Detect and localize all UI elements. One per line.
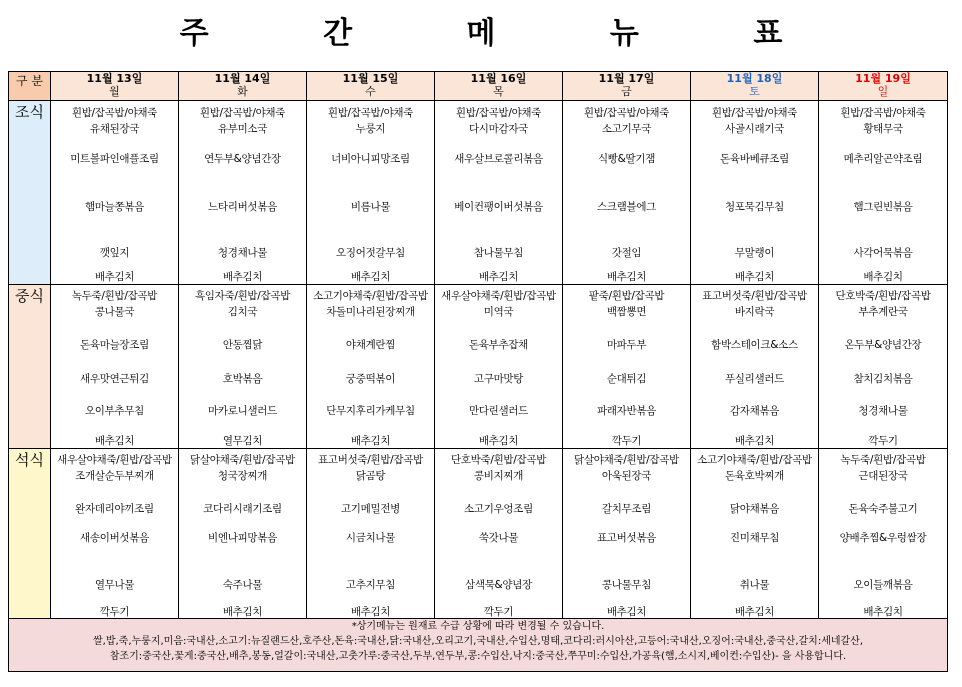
menu-item: 쑥갓나물 — [478, 532, 519, 544]
menu-item: 돈육숙주불고기 — [848, 503, 918, 515]
day-weekday: 목 — [493, 85, 504, 98]
menu-item: 소고기우엉조림 — [464, 503, 533, 515]
menu-item: 누룽지 — [355, 123, 386, 135]
meal-day-cell — [179, 101, 307, 285]
menu-item: 흰밥/잡곡밥/야채죽 — [455, 107, 542, 119]
menu-item: 배추김치 — [94, 271, 135, 283]
menu-item: 새우살브로콜리볶음 — [454, 153, 543, 165]
menu-item: 비엔나피망볶음 — [208, 532, 277, 544]
meal-day-cell — [307, 101, 435, 285]
menu-item: 유채된장국 — [89, 123, 140, 135]
menu-item: 함박스테이크&소스 — [711, 339, 798, 351]
menu-item: 배추김치 — [350, 435, 391, 447]
menu-item: 팥죽/흰밥/잡곡밥 — [588, 290, 665, 302]
day-date: 11월 14일 — [214, 72, 271, 85]
menu-item: 스크램블에그 — [596, 201, 657, 213]
menu-item: 아욱된장국 — [601, 470, 652, 482]
menu-item: 삼색묵&양념장 — [465, 579, 532, 591]
menu-item: 흰밥/잡곡밥/야채죽 — [840, 107, 926, 119]
menu-item: 배추김치 — [478, 435, 519, 447]
meal-day-cell — [691, 449, 819, 619]
menu-item: 소고기야채죽/흰밥/잡곡밥 — [313, 290, 428, 302]
menu-item: 배추김치 — [863, 606, 903, 618]
menu-item: 깻잎지 — [99, 247, 130, 259]
day-header — [307, 72, 435, 101]
menu-item: 흰밥/잡곡밥/야채죽 — [199, 107, 286, 119]
menu-item: 황태무국 — [863, 123, 903, 135]
menu-item: 열무김치 — [222, 435, 263, 447]
menu-item: 유부미소국 — [217, 123, 268, 135]
origin-notice — [9, 619, 948, 672]
menu-item: 청국장찌개 — [217, 470, 268, 482]
day-date: 11월 13일 — [86, 72, 143, 85]
menu-item: 코다리시래기조림 — [203, 503, 282, 515]
menu-item: 김치국 — [227, 306, 258, 318]
menu-item: 다시마감자국 — [468, 123, 529, 135]
meal-day-cell — [307, 449, 435, 619]
meal-day-cell — [435, 101, 563, 285]
meal-day-cell — [819, 449, 948, 619]
menu-item: 갈치무조림 — [601, 503, 652, 515]
menu-item: 새송이버섯볶음 — [80, 532, 149, 544]
day-date: 11월 15일 — [342, 72, 399, 85]
meal-day-cell — [563, 101, 691, 285]
day-date: 11월 16일 — [470, 72, 527, 85]
menu-item: 느타리버섯볶음 — [208, 201, 277, 213]
menu-item: 돈육바베큐조림 — [720, 153, 789, 165]
menu-item: 파래자반볶음 — [596, 405, 657, 417]
menu-item: 단호박죽/흰밥/잡곡밥 — [450, 454, 547, 466]
notice-line: 쌀,밥,죽,누룽지,미음:국내산,소고기:뉴질랜드산,호주산,돈육:국내산,닭:국내산,오리고기,국내산,수입산,명태,코다리:러시아산,고등어:국내산,오징어:국내산,중국산,갈치:세네갈산, — [92, 636, 864, 647]
menu-item: 청포묵김무침 — [724, 201, 785, 213]
menu-item: 오징어젓갈무침 — [336, 247, 405, 259]
menu-item: 콩나물국 — [94, 306, 135, 318]
menu-item: 배추김치 — [734, 271, 775, 283]
menu-item: 단무지후리가케무침 — [326, 405, 415, 417]
menu-item: 오이들깨볶음 — [853, 579, 913, 591]
meal-row — [9, 101, 948, 285]
menu-item: 고기메밀전병 — [340, 503, 401, 515]
menu-item: 깍두기 — [611, 435, 642, 447]
day-header — [691, 72, 819, 101]
menu-item: 소고기무국 — [601, 123, 652, 135]
meal-day-cell — [819, 285, 948, 449]
menu-item: 미트볼파인애플조림 — [70, 153, 159, 165]
day-weekday: 금 — [621, 85, 632, 98]
menu-item: 완자데리야끼조림 — [75, 503, 154, 515]
menu-item: 조개살순두부찌개 — [75, 470, 154, 482]
menu-item: 콩나물무침 — [601, 579, 652, 591]
notice-line: *상기메뉴는 원재료 수급 상황에 따라 변경될 수 있습니다. — [351, 621, 605, 632]
menu-item: 새우맛연근튀김 — [80, 373, 149, 385]
menu-item: 진미채무침 — [729, 532, 780, 544]
menu-item: 부추계란국 — [858, 306, 908, 318]
menu-item: 닭야채볶음 — [729, 503, 780, 515]
menu-item: 비름나물 — [350, 201, 391, 213]
menu-item: 새우살야채죽/흰밥/잡곡밥 — [441, 290, 556, 302]
menu-item: 흰밥/잡곡밥/야채죽 — [583, 107, 670, 119]
meal-day-cell — [435, 449, 563, 619]
menu-item: 표고버섯볶음 — [596, 532, 657, 544]
menu-item: 오이부추무침 — [84, 405, 145, 417]
day-header — [179, 72, 307, 101]
menu-item: 안동찜닭 — [222, 339, 263, 351]
menu-item: 배추김치 — [606, 606, 647, 618]
menu-item: 햄마늘쫑볶음 — [84, 201, 145, 213]
menu-item: 배추김치 — [350, 606, 391, 618]
meal-label: 중식 — [9, 285, 51, 449]
menu-item: 순대튀김 — [606, 373, 647, 385]
menu-item: 식빵&딸기잼 — [597, 153, 656, 165]
menu-item: 감자채볶음 — [729, 405, 780, 417]
menu-item: 깍두기 — [868, 435, 898, 447]
menu-item: 단호박죽/흰밥/잡곡밥 — [835, 290, 931, 302]
menu-item: 돈육호박찌개 — [724, 470, 785, 482]
day-header — [51, 72, 179, 101]
meal-day-cell — [51, 449, 179, 619]
menu-item: 햄그린빈볶음 — [853, 201, 913, 213]
menu-item: 흰밥/잡곡밥/야채죽 — [711, 107, 798, 119]
menu-item: 표고버섯죽/흰밥/잡곡밥 — [318, 454, 423, 466]
menu-item: 콩비지찌개 — [473, 470, 524, 482]
meal-day-cell — [563, 285, 691, 449]
menu-item: 시금치나물 — [345, 532, 396, 544]
menu-item: 갓절임 — [611, 247, 642, 259]
menu-item: 배추김치 — [222, 606, 263, 618]
menu-item: 표고버섯죽/흰밥/잡곡밥 — [702, 290, 807, 302]
meal-day-cell — [691, 285, 819, 449]
meal-day-cell — [51, 101, 179, 285]
menu-item: 돈육마늘장조림 — [80, 339, 149, 351]
menu-item: 소고기야채죽/흰밥/잡곡밥 — [697, 454, 812, 466]
menu-item: 야채계란찜 — [345, 339, 396, 351]
menu-item: 궁중떡볶이 — [345, 373, 396, 385]
menu-item: 메추리알곤약조림 — [843, 153, 923, 165]
menu-item: 흰밥/잡곡밥/야채죽 — [71, 107, 158, 119]
menu-item: 열무나물 — [94, 579, 135, 591]
menu-item: 바지락국 — [734, 306, 775, 318]
menu-item: 고구마맛탕 — [473, 373, 524, 385]
menu-item: 푸실리샐러드 — [724, 373, 785, 385]
menu-item: 사각어묵볶음 — [853, 247, 913, 259]
menu-item: 배추김치 — [734, 606, 775, 618]
menu-item: 배추김치 — [350, 271, 391, 283]
menu-item: 마카로니샐러드 — [208, 405, 277, 417]
day-weekday: 토 — [749, 85, 760, 98]
menu-item: 취나물 — [739, 579, 770, 591]
day-weekday: 화 — [237, 85, 248, 98]
weekly-menu-table — [8, 71, 948, 672]
menu-item: 배추김치 — [478, 271, 519, 283]
menu-item: 깍두기 — [483, 606, 514, 618]
menu-item: 숙주나물 — [222, 579, 263, 591]
menu-item: 돈육부추잡채 — [468, 339, 529, 351]
meal-day-cell — [179, 449, 307, 619]
day-date: 11월 18일 — [726, 72, 783, 85]
day-date: 11월 19일 — [855, 72, 911, 85]
menu-item: 청경채나물 — [217, 247, 268, 259]
menu-item: 양배추찜&우렁쌈장 — [839, 532, 927, 544]
menu-item: 새우살야채죽/흰밥/잡곡밥 — [57, 454, 172, 466]
menu-item: 연두부&양념간장 — [204, 153, 281, 165]
menu-item: 호박볶음 — [222, 373, 263, 385]
notice-line: 참조기:중국산,꽃게:중국산,배추,봉동,얼갈이:국내산,고춧가루:중국산,두부,연두부,콩:수입산,낙지:중국산,쭈꾸미:수입산,가공육(햄,소시지,베이컨:수입산)- 을 사용합니다. — [109, 651, 847, 662]
meal-row — [9, 285, 948, 449]
menu-item: 차돌미나리된장찌개 — [326, 306, 415, 318]
menu-item: 참나물무침 — [473, 247, 524, 259]
day-weekday: 월 — [109, 85, 120, 98]
menu-item: 배추김치 — [863, 271, 903, 283]
menu-item: 만다린샐러드 — [468, 405, 529, 417]
menu-item: 백짬뽕면 — [606, 306, 647, 318]
menu-item: 닭곰탕 — [355, 470, 386, 482]
meal-day-cell — [179, 285, 307, 449]
menu-item: 녹두죽/흰밥/잡곡밥 — [71, 290, 158, 302]
meal-day-cell — [819, 101, 948, 285]
menu-item: 너비아니피망조림 — [331, 153, 410, 165]
menu-item: 닭살야채죽/흰밥/잡곡밥 — [190, 454, 295, 466]
meal-day-cell — [563, 449, 691, 619]
meal-day-cell — [51, 285, 179, 449]
meal-label: 조식 — [9, 101, 51, 285]
menu-item: 고추지무침 — [345, 579, 396, 591]
day-header — [435, 72, 563, 101]
menu-item: 닭살야채죽/흰밥/잡곡밥 — [574, 454, 679, 466]
menu-item: 녹두죽/흰밥/잡곡밥 — [840, 454, 926, 466]
meal-day-cell — [691, 101, 819, 285]
menu-item: 청경채나물 — [858, 405, 908, 417]
menu-item: 배추김치 — [222, 271, 263, 283]
meal-day-cell — [435, 285, 563, 449]
menu-item: 배추김치 — [734, 435, 775, 447]
day-header — [563, 72, 691, 101]
menu-item: 흰밥/잡곡밥/야채죽 — [327, 107, 414, 119]
menu-item: 베이컨팽이버섯볶음 — [454, 201, 543, 213]
menu-item: 근대된장국 — [858, 470, 908, 482]
day-weekday: 수 — [365, 85, 376, 98]
menu-item: 참치김치볶음 — [853, 373, 913, 385]
day-header — [819, 72, 948, 101]
menu-item: 미역국 — [483, 306, 514, 318]
menu-item: 온두부&양념간장 — [844, 339, 922, 351]
day-weekday: 일 — [877, 85, 889, 98]
menu-item: 사골시래기국 — [724, 123, 785, 135]
menu-item: 배추김치 — [94, 435, 135, 447]
day-date: 11월 17일 — [598, 72, 655, 85]
gubun-header: 구 분 — [9, 72, 51, 101]
menu-item: 배추김치 — [606, 271, 647, 283]
menu-item: 흑임자죽/흰밥/잡곡밥 — [194, 290, 291, 302]
menu-item: 무말랭이 — [734, 247, 775, 259]
meal-row — [9, 449, 948, 619]
meal-label: 석식 — [9, 449, 51, 619]
meal-day-cell — [307, 285, 435, 449]
menu-item: 마파두부 — [606, 339, 647, 351]
menu-item: 깍두기 — [99, 606, 130, 618]
page-title: 주 간 메 뉴 표 — [179, 16, 835, 51]
